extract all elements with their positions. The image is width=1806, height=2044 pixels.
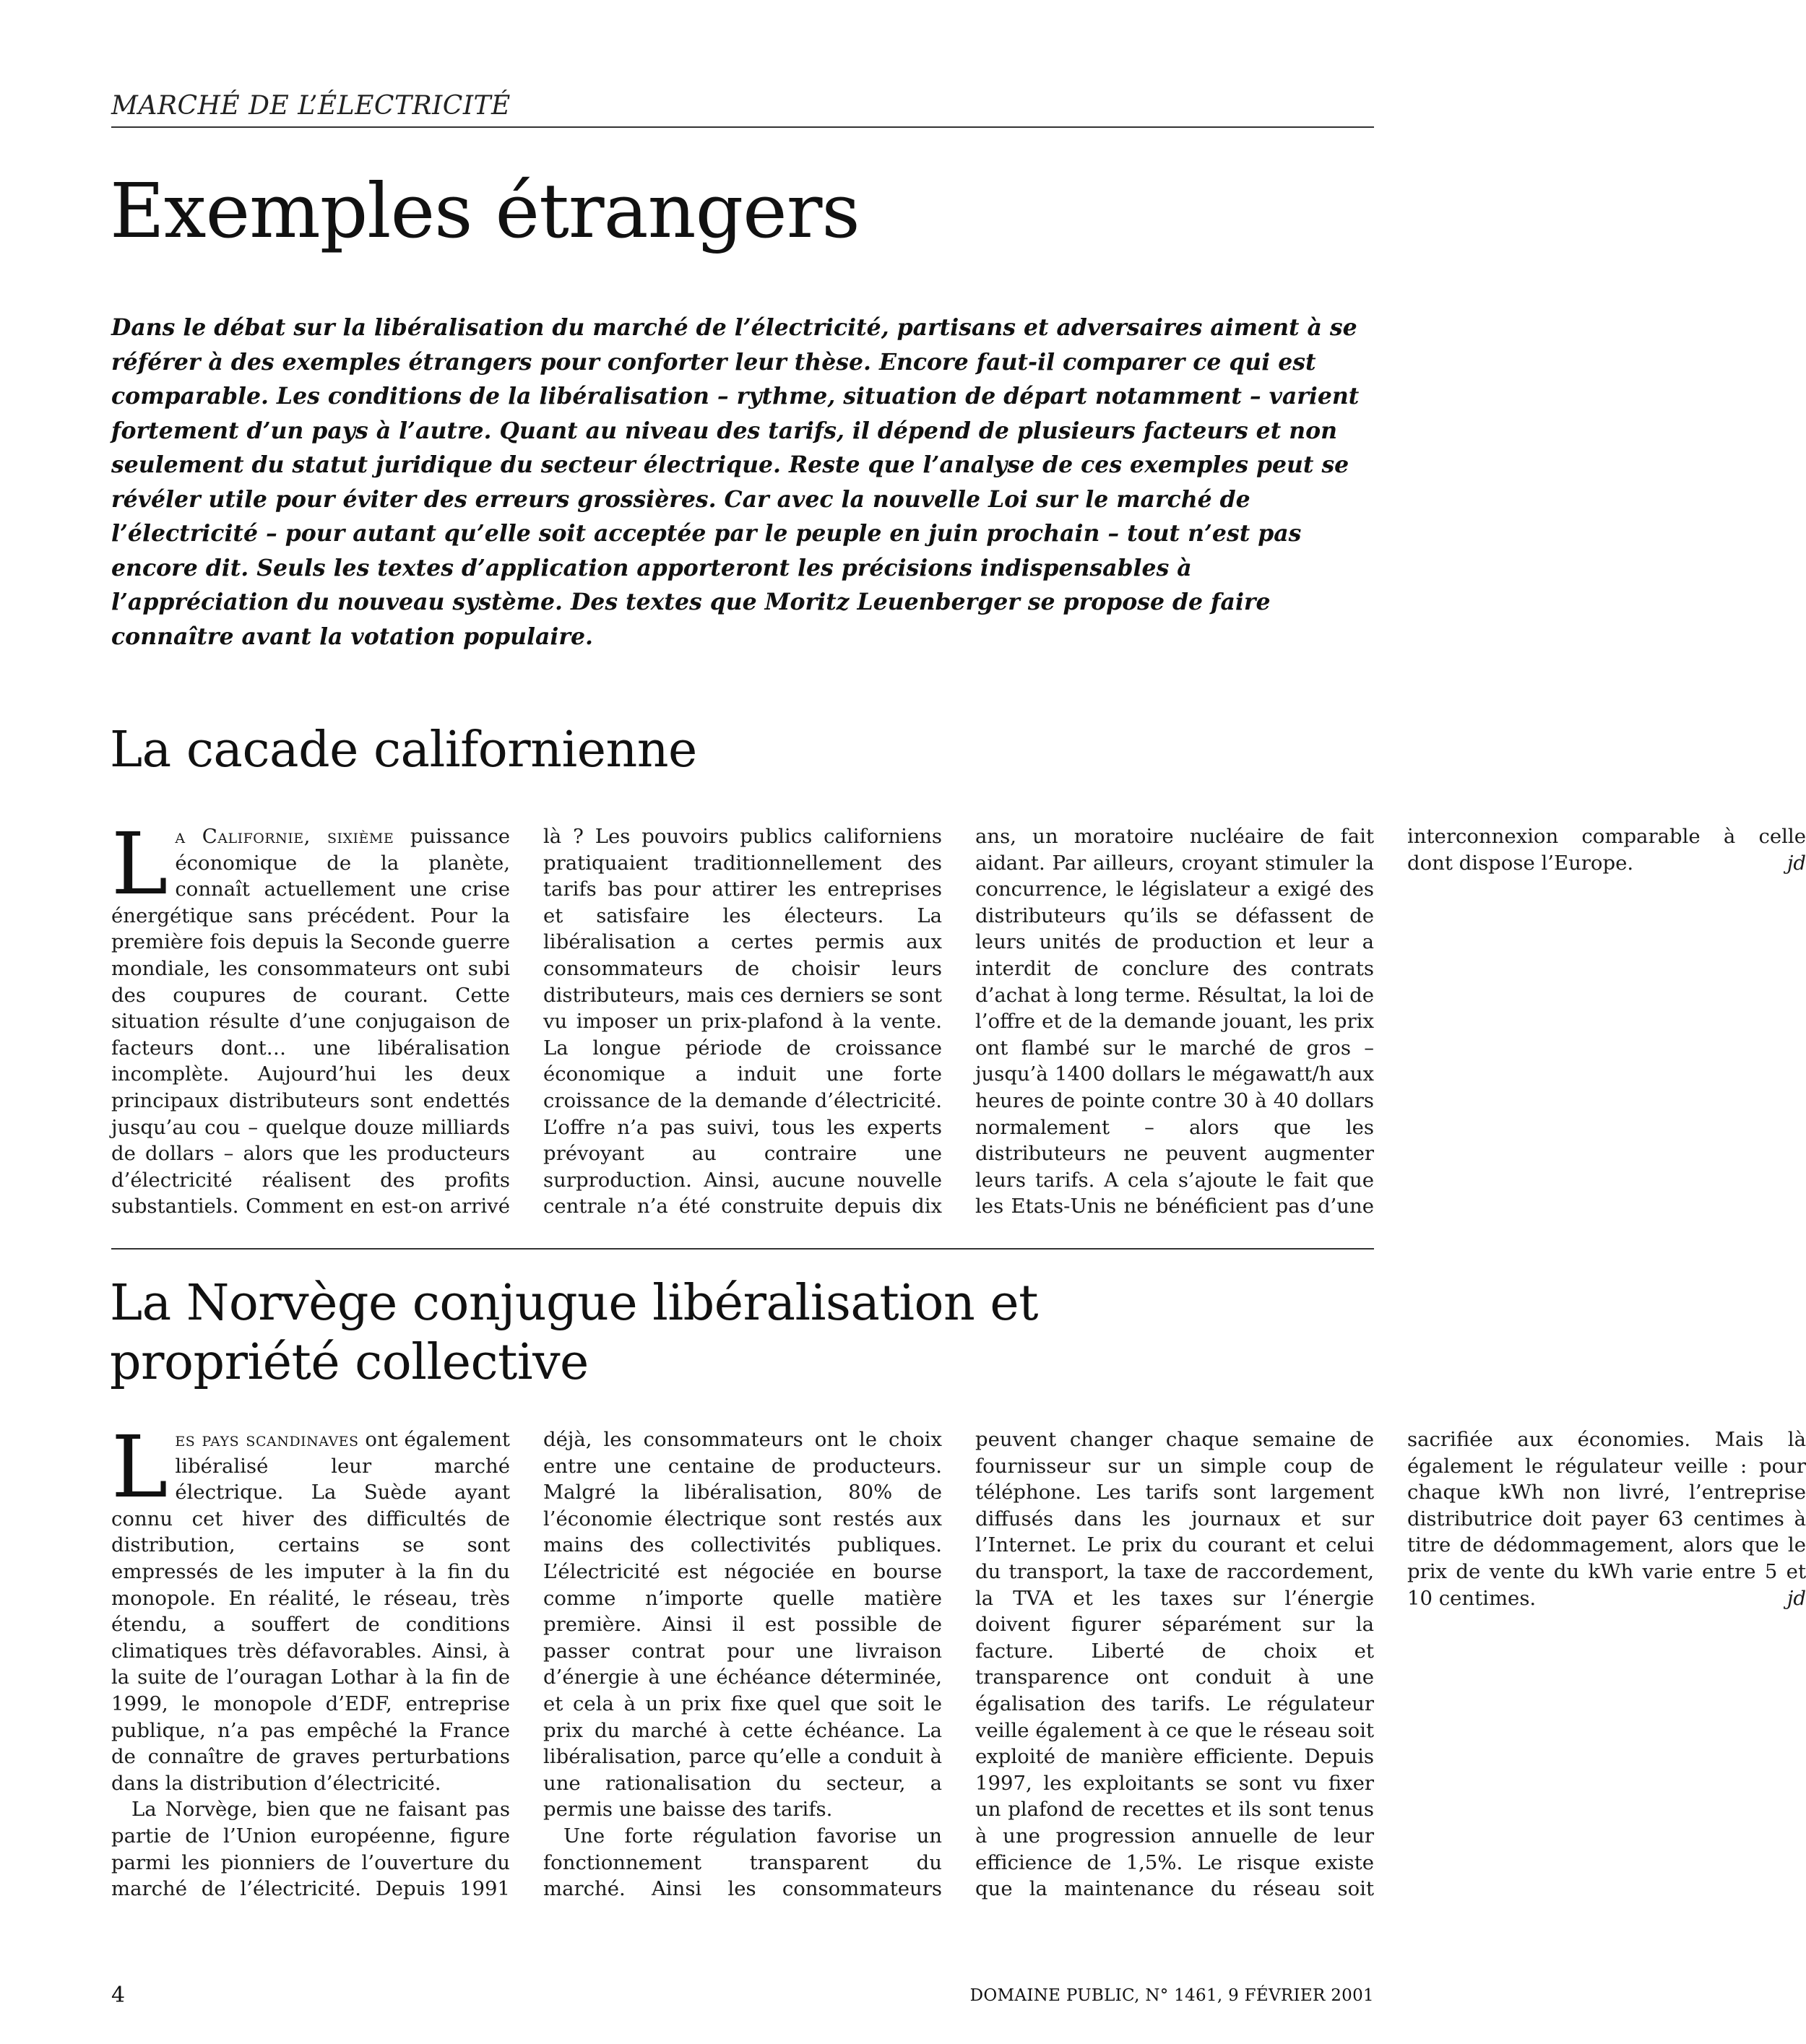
article2-dropcap: L <box>111 1417 168 1517</box>
article1-body <box>111 814 1806 1228</box>
article2-lead-smallcaps: es pays scandinaves <box>175 1428 359 1451</box>
page-title: Exemples étrangers <box>110 167 860 255</box>
lede-paragraph: Dans le débat sur la libéralisation du marché de l’électricité, partisans et adversaires aiment à se référer à des exemples étrangers pour conforter leur thèse. Encore faut-il comparer ce qui est comparable. Les conditions de la libéralisation – rythme, situation de départ notamment – varient fortement d’un pays à l’autre. Quant au niveau des tarifs, il dépend de plusieurs facteurs et non seulement du statut juridique du secteur électrique. Reste que l’analyse de ces exemples peut se révéler utile pour éviter des erreurs grossières. Car avec la nouvelle Loi sur le marché de l’électricité – pour autant qu’elle soit acceptée par le peuple en juin prochain – tout n’est pas encore dit. Seuls les textes d’application apporteront les précisions indispensables à l’appréciation du nouveau système. Des textes que Moritz Leuenberger se propose de faire connaître avant la votation populaire. <box>111 314 1360 650</box>
article1-lead-smallcaps: a Californie, sixième <box>175 825 394 848</box>
article1-signature: jd <box>1786 851 1806 875</box>
article2-heading: La Norvège conjugue libéralisation et propriété collective <box>110 1275 1038 1391</box>
article1-text: puissance économique de la planète, connaît actuellement une crise énergétique sans précédent. Pour la première fois depuis la Seconde guerre mondiale, les consommateurs ont subi des coupures de courant. Cette situation résulte d’une conjugaison de facteurs dont… une libéralisation incomplète. Aujourd’hui les deux principaux distributeurs sont endettés jusqu’au cou – quelque douze milliards de dollars – alors que les producteurs d’électricité réalisent des profits substantiels. Comment en est-on arrivé là ? Les pouvoirs publics californiens pratiquaient traditionnellement des tarifs bas pour attirer les entreprises et satisfaire les électeurs. La libéralisation a certes permis aux consommateurs de choisir leurs distributeurs, mais ces derniers se sont vu imposer un prix-plafond à la vente. La longue période de croissance économique a induit une forte croissance de la demande d’électricité. L’offre n’a pas suivi, tous les experts prévoyant au contraire une surproduction. Ainsi, aucune nouvelle centrale n’a été construite depuis dix ans, un moratoire nucléaire de fait aidant. Par ailleurs, croyant stimuler la concurrence, le législateur a exigé des distributeurs qu’ils se défassent de leurs unités de production et leur a interdit de conclure des contrats d’achat à long terme. Résultat, la loi de l’offre et de la demande jouant, les prix ont flambé sur le marché de gros – jusqu’à 1400 dollars le mégawatt/h aux heures de pointe contre 30 à 40 dollars normalement – alors que les distributeurs ne peuvent augmenter leurs tarifs. A cela s’ajoute le fait que les Etats-Unis ne bénéficient pas d’une interconnexion comparable à celle dont dispose l’Europe. <box>111 825 1806 1218</box>
article2-text-1: ont également libéralisé leur marché électrique. La Suède ayant connu cet hiver des difficultés de distribution, certains se sont empressés de les imputer à la fin du monopole. En réalité, le réseau, très étendu, a souffert de conditions climatiques très défavorables. Ainsi, à la suite de l’ouragan Lothar à la fin de 1999, le monopole d’EDF, entreprise publique, n’a pas empêché la France de connaître de graves perturbations dans la distribution d’électricité. <box>111 1428 510 1795</box>
publication-footer: DOMAINE PUBLIC, N° 1461, 9 FÉVRIER 2001 <box>969 1986 1374 2005</box>
section-rubric: MARCHÉ DE L’ÉLECTRICITÉ <box>111 91 511 121</box>
article2-paragraph-2: La Norvège, bien que ne faisant pas partie de l’Union européenne, figure parmi les pionniers de l’ouverture du marché de l’électricité. Depuis 1991 déjà, les consommateurs ont le choix entre une centaine de producteurs. Malgré la libéralisation, 80% de l’économie électrique sont restés aux mains des collectivités publiques. L’électricité est négociée en bourse comme n’importe quelle matière première. Ainsi il est possible de passer contrat pour une livraison d’énergie à une échéance déterminée, et cela à un prix fixe quel que soit le prix du marché à cette échéance. La libéralisation, parce qu’elle a conduit à une rationalisation du secteur, a permis une baisse des tarifs. <box>111 1428 942 1901</box>
article2-text-3: Une forte régulation favorise un fonctionnement transparent du marché. Ainsi les consommateurs peuvent changer chaque semaine de fournisseur sur un simple coup de téléphone. Les tarifs sont largement diffusés dans les journaux et sur l’Internet. Le prix du courant et celui du transport, la taxe de raccordement, la TVA et les taxes sur l’énergie doivent figurer séparément sur la facture. Liberté de choix et transparence ont conduit à une égalisation des tarifs. Le régulateur veille également à ce que le réseau soit exploité de manière efficiente. Depuis 1997, les exploitants se sont vu fixer un plafond de recettes et ils sont tenus à une progression annuelle de leur efficience de 1,5%. Le risque existe que la maintenance du réseau soit sacrifiée aux économies. Mais là également le régulateur veille : pour chaque kWh non livré, l’entreprise distributrice doit payer 63 centimes à titre de dédommagement, alors que le prix de vente du kWh varie entre 5 et 10 centimes. <box>543 1428 1806 1901</box>
article2-paragraph-1 <box>111 1417 510 1796</box>
article1-dropcap: L <box>111 814 168 914</box>
article2-signature: jd <box>1786 1586 1806 1610</box>
article2-body <box>111 1417 1806 1928</box>
header-rule <box>111 126 1374 128</box>
article1-paragraph <box>111 814 1806 1228</box>
article-divider <box>111 1248 1374 1250</box>
page-number: 4 <box>111 1983 126 2008</box>
article1-heading: La cacade californienne <box>110 722 697 779</box>
